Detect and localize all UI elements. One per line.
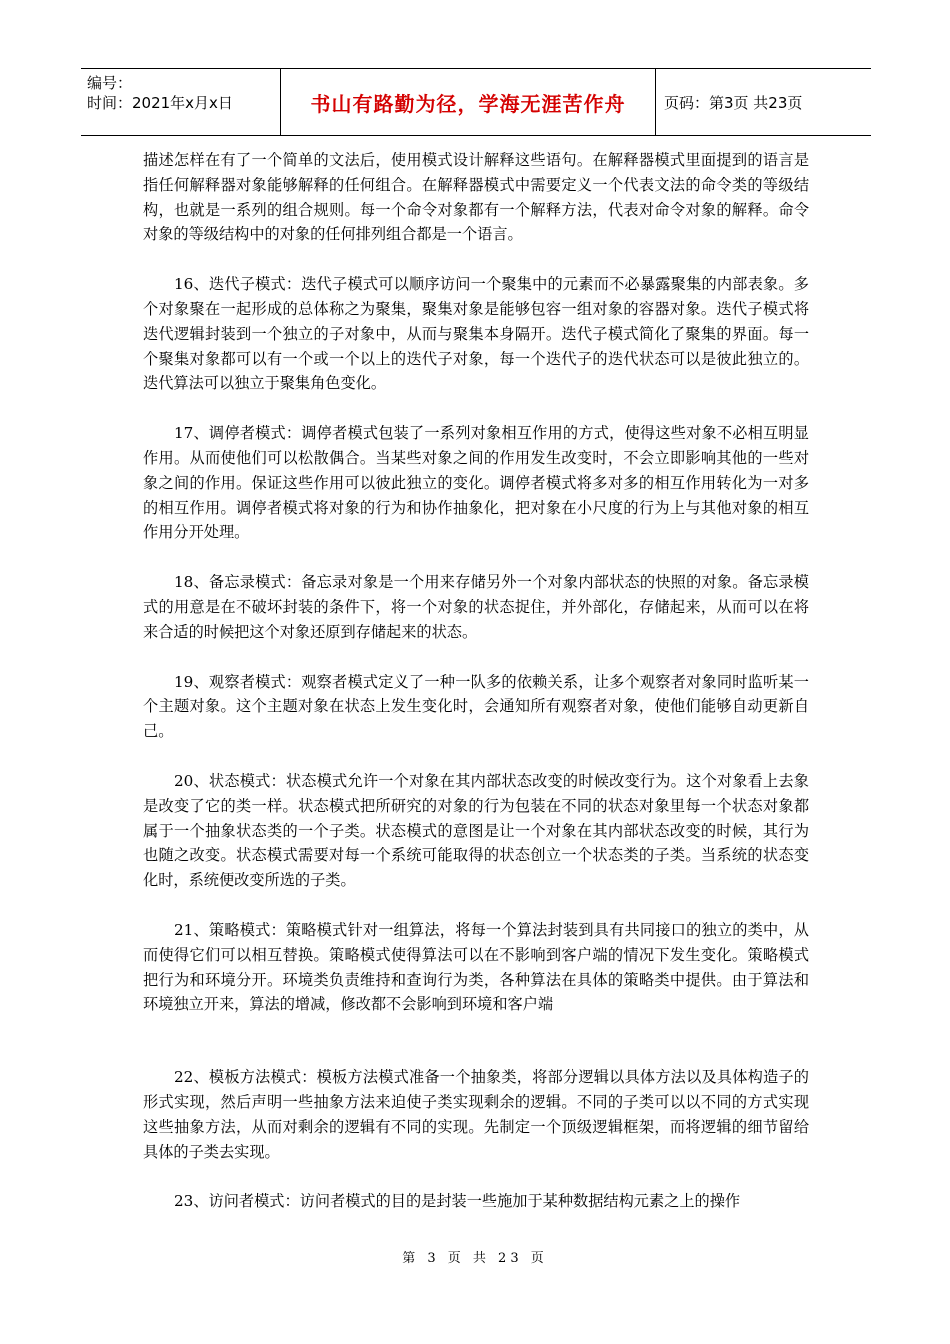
- paragraph-iterator: 16、迭代子模式：迭代子模式可以顺序访问一个聚集中的元素而不必暴露聚集的内部表象。多个对象聚在一起形成的总体称之为聚集，聚集对象是能够包容一组对象的容器对象。迭代子模式将迭代逻辑封装到一个独立的子对象中，从而与聚集本身隔开。迭代子模式简化了聚集的界面。每一个聚集对象都可以有一个或一个以上的迭代子对象，每一个迭代子的迭代状态可以是彼此独立的。迭代算法可以独立于聚集角色变化。: [143, 275, 809, 393]
- paragraph-template-method: 22、模板方法模式：模板方法模式准备一个抽象类，将部分逻辑以具体方法以及具体构造子的形式实现，然后声明一些抽象方法来迫使子类实现剩余的逻辑。不同的子类可以以不同的方式实现这些抽象方法，从而对剩余的逻辑有不同的实现。先制定一个顶级逻辑框架，而将逻辑的细节留给具体的子类去实现。: [143, 1068, 809, 1161]
- paragraph-visitor: 23、访问者模式：访问者模式的目的是封装一些施加于某种数据结构元素之上的操作: [174, 1192, 741, 1211]
- header-meta: [81, 69, 281, 135]
- header-page-label: 页码：第3页 共23页: [664, 93, 803, 112]
- paragraph-state: 20、状态模式：状态模式允许一个对象在其内部状态改变的时候改变行为。这个对象看上去象是改变了它的类一样。状态模式把所研究的对象的行为包装在不同的状态对象里每一个状态对象都属于一个抽象状态类的一个子类。状态模式的意图是让一个对象在其内部状态改变的时候，其行为也随之改变。状态模式需要对每一个系统可能取得的状态创立一个状态类的子类。当系统的状态变化时，系统便改变所选的子类。: [143, 771, 809, 890]
- document-body: [143, 148, 809, 1239]
- paragraph-interpreter-cont: 描述怎样在有了一个简单的文法后，使用模式设计解释这些语句。在解释器模式里面提到的语言是指任何解释器对象能够解释的任何组合。在解释器模式中需要定义一个代表文法的命令类的等级结构，也就是一系列的组合规则。每一个命令对象都有一个解释方法，代表对命令对象的解释。命令对象的等级结构中的对象的任何排列组合都是一个语言。: [143, 151, 809, 244]
- paragraph-mediator: 17、调停者模式：调停者模式包装了一系列对象相互作用的方式，使得这些对象不必相互明显作用。从而使他们可以松散偶合。当某些对象之间的作用发生改变时，不会立即影响其他的一些对象之间的作用。保证这些作用可以彼此独立的变化。调停者模式将多对多的相互作用转化为一对多的相互作用。调停者模式将对象的行为和协作抽象化，把对象在小尺度的行为上与其他对象的相互作用分开处理。: [143, 424, 809, 542]
- paragraph-strategy: 21、策略模式：策略模式针对一组算法，将每一个算法封装到具有共同接口的独立的类中，从而使得它们可以相互替换。策略模式使得算法可以在不影响到客户端的情况下发生变化。策略模式把行为和环境分开。环境类负责维持和查询行为类，各种算法在具体的策略类中提供。由于算法和环境独立开来，算法的增减，修改都不会影响到环境和客户端: [143, 920, 809, 1014]
- header-motto: 书山有路勤为径，学海无涯苦作舟: [281, 69, 656, 135]
- page-header: [81, 68, 871, 136]
- date-label: 时间：2021年x月x日: [87, 94, 233, 112]
- paragraph-memento: 18、备忘录模式：备忘录对象是一个用来存储另外一个对象内部状态的快照的对象。备忘录模式的用意是在不破坏封装的条件下，将一个对象的状态捉住，并外部化，存储起来，从而可以在将来合适的时候把这个对象还原到存储起来的状态。: [143, 573, 809, 641]
- page-footer: 第 3 页 共 23 页: [402, 1251, 548, 1266]
- doc-number-label: 编号：: [87, 74, 133, 92]
- paragraph-observer: 19、观察者模式：观察者模式定义了一种一队多的依赖关系，让多个观察者对象同时监听某一个主题对象。这个主题对象在状态上发生变化时，会通知所有观察者对象，使他们能够自动更新自己。: [143, 672, 809, 741]
